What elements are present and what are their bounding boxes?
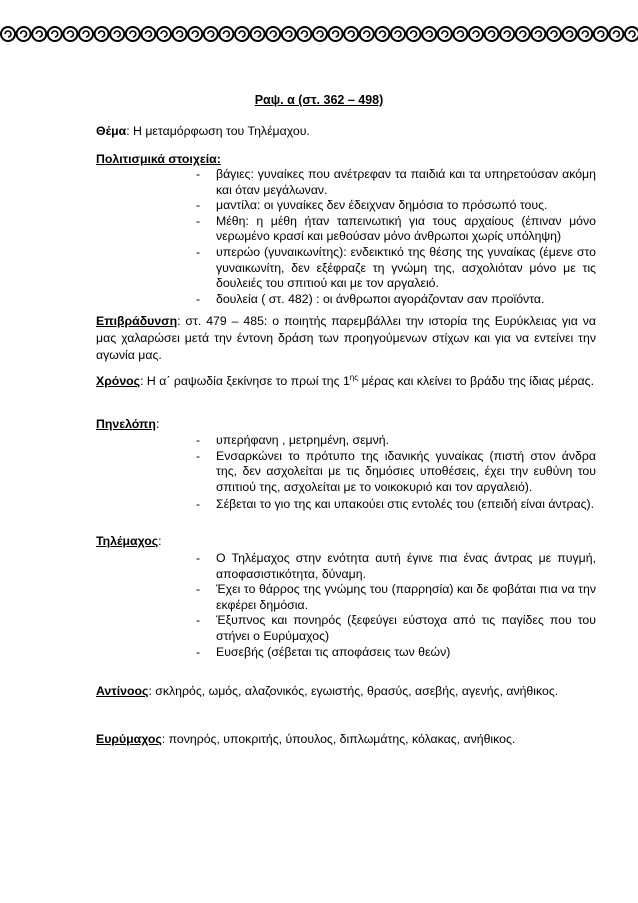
time-text-before: : Η α΄ ραψωδία ξεκίνησε το πρωί της 1 (140, 374, 350, 388)
time-superscript: ης (349, 372, 359, 382)
cultural-heading (96, 151, 596, 168)
page-title: Ραψ. α (στ. 362 – 498) (254, 93, 384, 107)
list-item: - Ενσαρκώνει το πρότυπο της ιδανικής γυναίκας (πιστή στον άνδρα της, δεν ασχολείται με τις δημόσιες υποθέσεις, έχει την ευθύνη του σπιτιού της, ασχολείται με το νοικοκυριό και τον αργαλειό). (196, 449, 596, 496)
theme-label: Θέμα (96, 124, 127, 138)
list-item: - μαντίλα: οι γυναίκες δεν έδειχναν δημόσια το πρόσωπό τους. (196, 198, 596, 214)
cultural-label: Πολιτισμικά στοιχεία: (96, 152, 221, 166)
antinous-text: : σκληρός, ωμός, αλαζονικός, εγωιστής, θρασύς, ασεβής, αγενής, ανήθικος. (148, 684, 559, 698)
list-item: - Έξυπνος και πονηρός (ξεφεύγει εύστοχα από τις παγίδες που του στήνει ο Ευρύμαχος) (196, 613, 596, 644)
penelope-label: Πηνελόπη (96, 417, 156, 431)
theme-text: : Η μεταμόρφωση του Τηλέμαχου. (126, 124, 310, 138)
cultural-list (196, 167, 596, 307)
eurymachus-paragraph (96, 731, 596, 748)
list-item: - Ο Τηλέμαχος στην ενότητα αυτή έγινε πια ένας άντρας με πυγμή, αποφασιστικότητα, δύναμη. (196, 551, 596, 582)
theme-paragraph (96, 123, 596, 140)
penelope-colon: : (155, 417, 160, 431)
retardation-text: : στ. 479 – 485: ο ποιητής παρεμβάλλει την ιστορία της Ευρύκλειας για να μας χαλαρώσει μετά την έντονη δράση των προηγούμενων στίχων και για να εντείνει την αγωνία μας. (96, 314, 596, 362)
list-item: - δουλεία ( στ. 482) : οι άνθρωποι αγοράζονταν σαν προϊόντα. (196, 292, 596, 308)
time-text-after: μέρας και κλείνει το βράδυ της ίδιας μέρας. (358, 374, 595, 388)
list-item: - Σέβεται το γιο της και υπακούει στις εντολές του (επειδή είναι άντρας). (196, 495, 596, 513)
retardation-label: Επιβράδυνση (96, 314, 178, 328)
telemachus-colon: : (158, 534, 162, 548)
telemachus-label: Τηλέμαχος (96, 534, 159, 548)
eurymachus-label: Ευρύμαχος (96, 732, 162, 746)
list-item: - Μέθη: η μέθη ήταν ταπεινωτική για τους αρχαίους (έπιναν μόνο νερωμένο κρασί και μεθούσαν μόνο άνθρωποι χωρίς υπόληψη) (196, 214, 596, 245)
telemachus-heading (96, 533, 596, 550)
eurymachus-text: : πονηρός, υποκριτής, ύπουλος, διπλωμάτης, κόλακας, ανήθικος. (161, 732, 516, 746)
telemachus-list (196, 551, 596, 660)
list-item: - Έχει το θάρρος της γνώμης του (παρρησία) και δε φοβάται πια να την εκφέρει δημόσια. (196, 582, 596, 613)
list-item: - Ευσεβής (σέβεται τις αποφάσεις των θεών) (196, 645, 596, 661)
time-paragraph (96, 373, 596, 390)
time-label: Χρόνος (96, 374, 141, 388)
penelope-list (196, 433, 596, 513)
antinous-paragraph (96, 683, 596, 700)
list-item: - υπερώο (γυναικωνίτης): ενδεικτικό της θέσης της γυναίκας (έμενε στο γυναικωνίτη, δεν εξέφραζε τη γνώμη της, ασχολιόταν μόνο με τις δουλειές του σπιτιού και με τον αργαλειό. (196, 245, 596, 292)
list-item: - υπερήφανη , μετρημένη, σεμνή. (196, 433, 596, 449)
retardation-paragraph (96, 313, 596, 364)
penelope-heading (96, 416, 596, 433)
antinous-label: Αντίνοος (96, 684, 149, 698)
list-item: - βάγιες: γυναίκες που ανέτρεφαν τα παιδιά και τα υπηρετούσαν ακόμη και όταν μεγάλωναν. (196, 167, 596, 198)
